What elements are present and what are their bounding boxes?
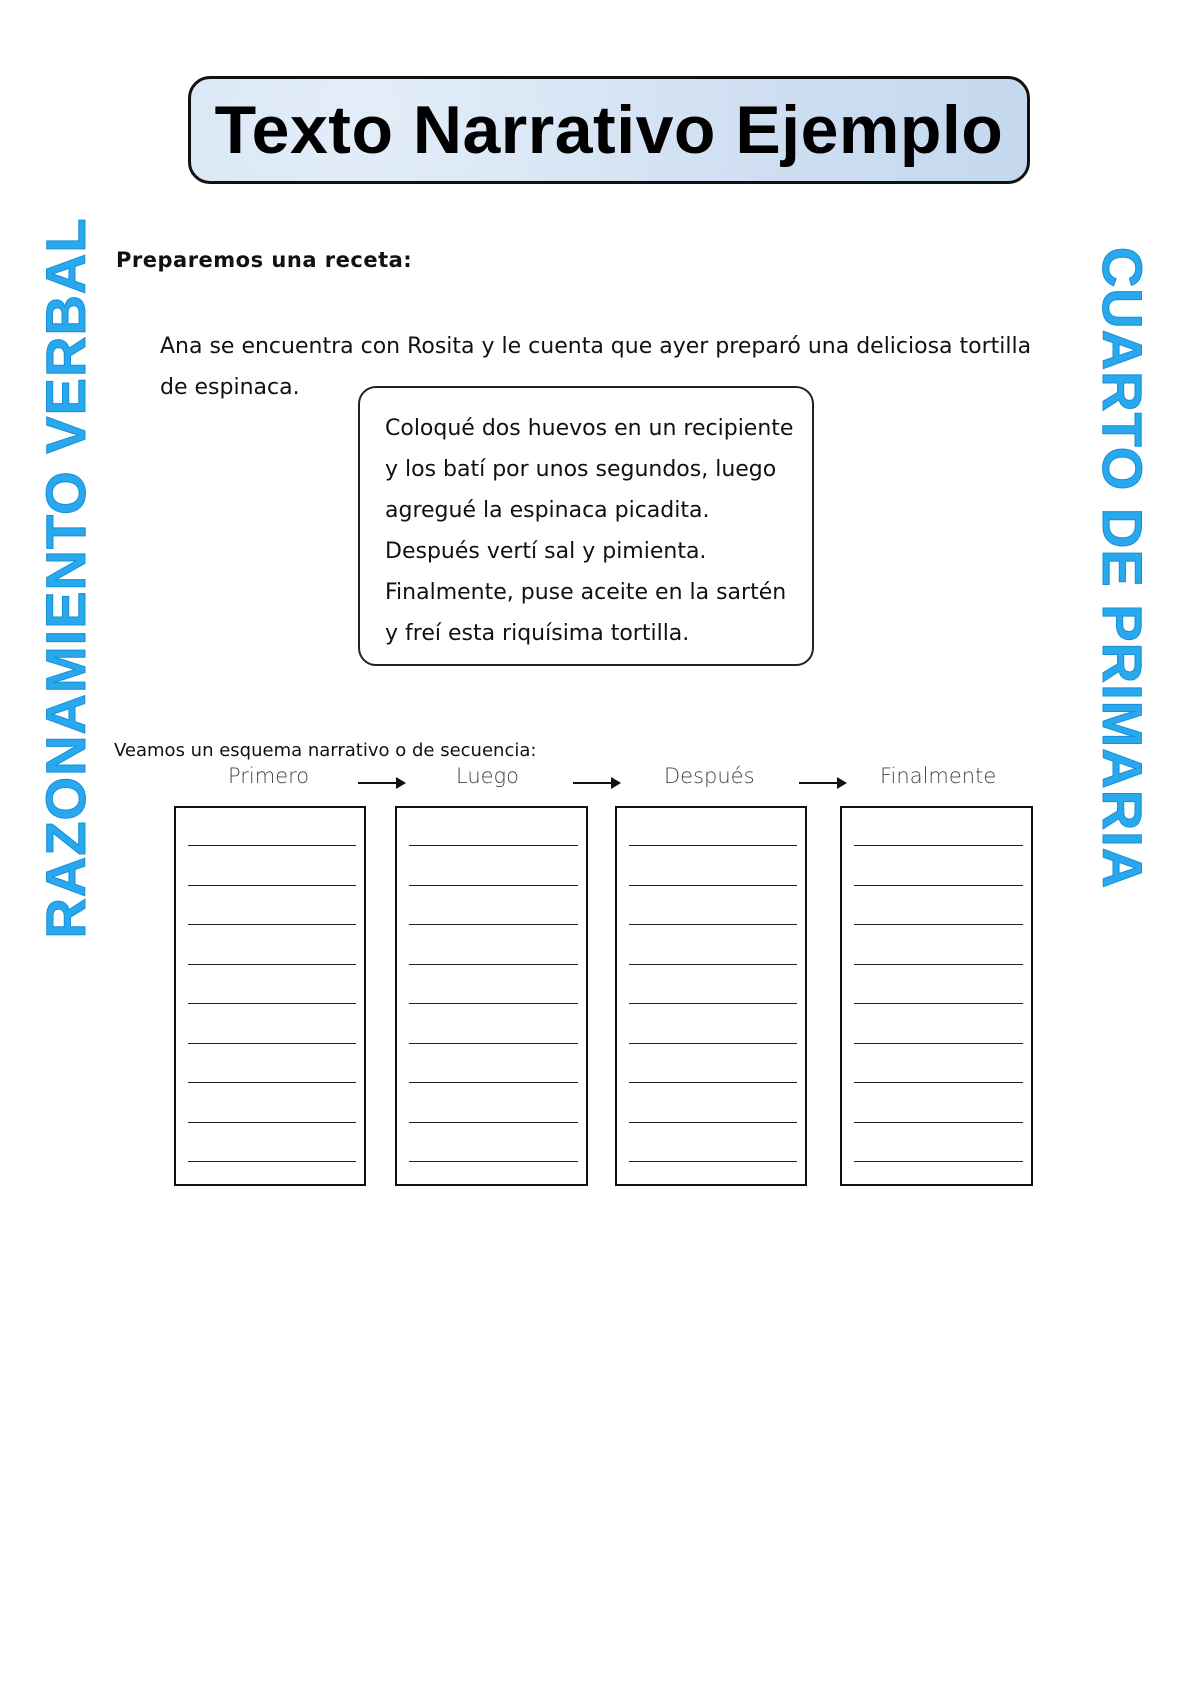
writing-line — [629, 1122, 797, 1123]
story-line: agregué la espinaca picadita. — [385, 498, 710, 523]
writing-line — [854, 885, 1023, 886]
story-line: y los batí por unos segundos, luego — [385, 457, 777, 482]
scheme-label: Veamos un esquema narrativo o de secuencia: — [114, 740, 537, 761]
writing-line — [409, 1003, 578, 1004]
story-line: y freí esta riquísima tortilla. — [385, 621, 690, 646]
step-label-despues: Después — [664, 764, 755, 788]
writing-line — [188, 964, 356, 965]
side-label-right: CUARTO DE PRIMARIA — [1091, 246, 1154, 890]
writing-line — [629, 964, 797, 965]
writing-line — [409, 1161, 578, 1162]
writing-line — [409, 924, 578, 925]
page-title: Texto Narrativo Ejemplo — [214, 92, 1004, 168]
writing-box-luego[interactable] — [395, 806, 588, 1186]
writing-line — [629, 885, 797, 886]
step-label-finalmente: Finalmente — [880, 764, 997, 788]
writing-line — [409, 1122, 578, 1123]
writing-line — [854, 924, 1023, 925]
section-subtitle: Preparemos una receta: — [116, 248, 413, 272]
writing-line — [188, 1122, 356, 1123]
writing-line — [188, 1082, 356, 1083]
writing-line — [188, 885, 356, 886]
side-label-left: RAZONAMIENTO VERBAL — [34, 217, 97, 939]
writing-line — [188, 845, 356, 846]
writing-line — [854, 964, 1023, 965]
writing-line — [854, 1043, 1023, 1044]
writing-line — [629, 1043, 797, 1044]
writing-line — [854, 1161, 1023, 1162]
writing-line — [854, 1122, 1023, 1123]
writing-line — [629, 1161, 797, 1162]
writing-line — [854, 845, 1023, 846]
intro-paragraph: Ana se encuentra con Rosita y le cuenta que ayer preparó una deliciosa tortilla de espinaca. — [160, 334, 1032, 400]
arrow-right-icon — [358, 782, 404, 784]
writing-line — [629, 1003, 797, 1004]
writing-line — [409, 964, 578, 965]
writing-line — [629, 845, 797, 846]
writing-line — [188, 924, 356, 925]
writing-line — [188, 1161, 356, 1162]
writing-line — [409, 1043, 578, 1044]
writing-line — [409, 885, 578, 886]
writing-box-despues[interactable] — [615, 806, 807, 1186]
story-box — [358, 386, 814, 666]
writing-line — [188, 1043, 356, 1044]
writing-line — [854, 1003, 1023, 1004]
writing-line — [629, 1082, 797, 1083]
writing-line — [629, 924, 797, 925]
writing-line — [409, 845, 578, 846]
writing-box-finalmente[interactable] — [840, 806, 1033, 1186]
writing-line — [188, 1003, 356, 1004]
writing-line — [409, 1082, 578, 1083]
writing-line — [854, 1082, 1023, 1083]
writing-box-primero[interactable] — [174, 806, 366, 1186]
story-line: Coloqué dos huevos en un recipiente — [385, 416, 794, 441]
step-label-primero: Primero — [228, 764, 310, 788]
story-line: Después vertí sal y pimienta. — [385, 539, 707, 564]
step-label-luego: Luego — [456, 764, 520, 788]
title-banner — [188, 76, 1030, 184]
arrow-right-icon — [573, 782, 619, 784]
story-line: Finalmente, puse aceite en la sartén — [385, 580, 787, 605]
arrow-right-icon — [799, 782, 845, 784]
